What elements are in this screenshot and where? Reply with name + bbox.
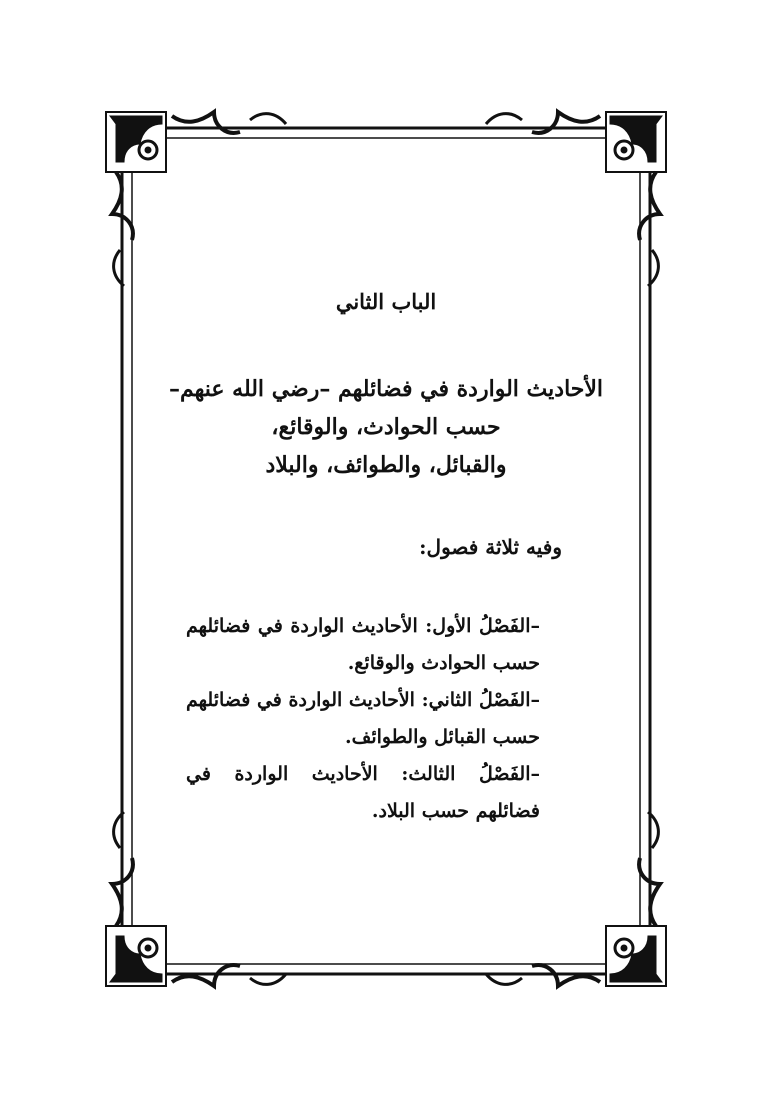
chapter-item-3: –الفَصْلُ الثالث: الأحاديث الواردة في فضائلهم حسب البلاد. (186, 763, 540, 822)
corner-ornament-bottom-left (106, 812, 286, 986)
chapter-item-1: –الفَصْلُ الأول: الأحاديث الواردة في فضائلهم حسب الحوادث والوقائع. (186, 615, 540, 674)
chapter-item-2: –الفَصْلُ الثاني: الأحاديث الواردة في فضائلهم حسب القبائل والطوائف. (186, 689, 540, 748)
heading-line-2: حسب الحوادث، والوقائع، (271, 414, 501, 440)
chapter-title: الباب الثاني (335, 289, 437, 314)
corner-ornament-bottom-right (486, 812, 666, 986)
chapters-intro: وفيه ثلاثة فصول: (419, 535, 562, 559)
chapters-list (186, 608, 540, 830)
heading-line-1: الأحاديث الواردة في فضائلهم –رضي الله عنهم– (168, 376, 604, 402)
section-heading (150, 370, 622, 484)
heading-line-3: والقبائل، والطوائف، والبلاد (265, 452, 507, 478)
